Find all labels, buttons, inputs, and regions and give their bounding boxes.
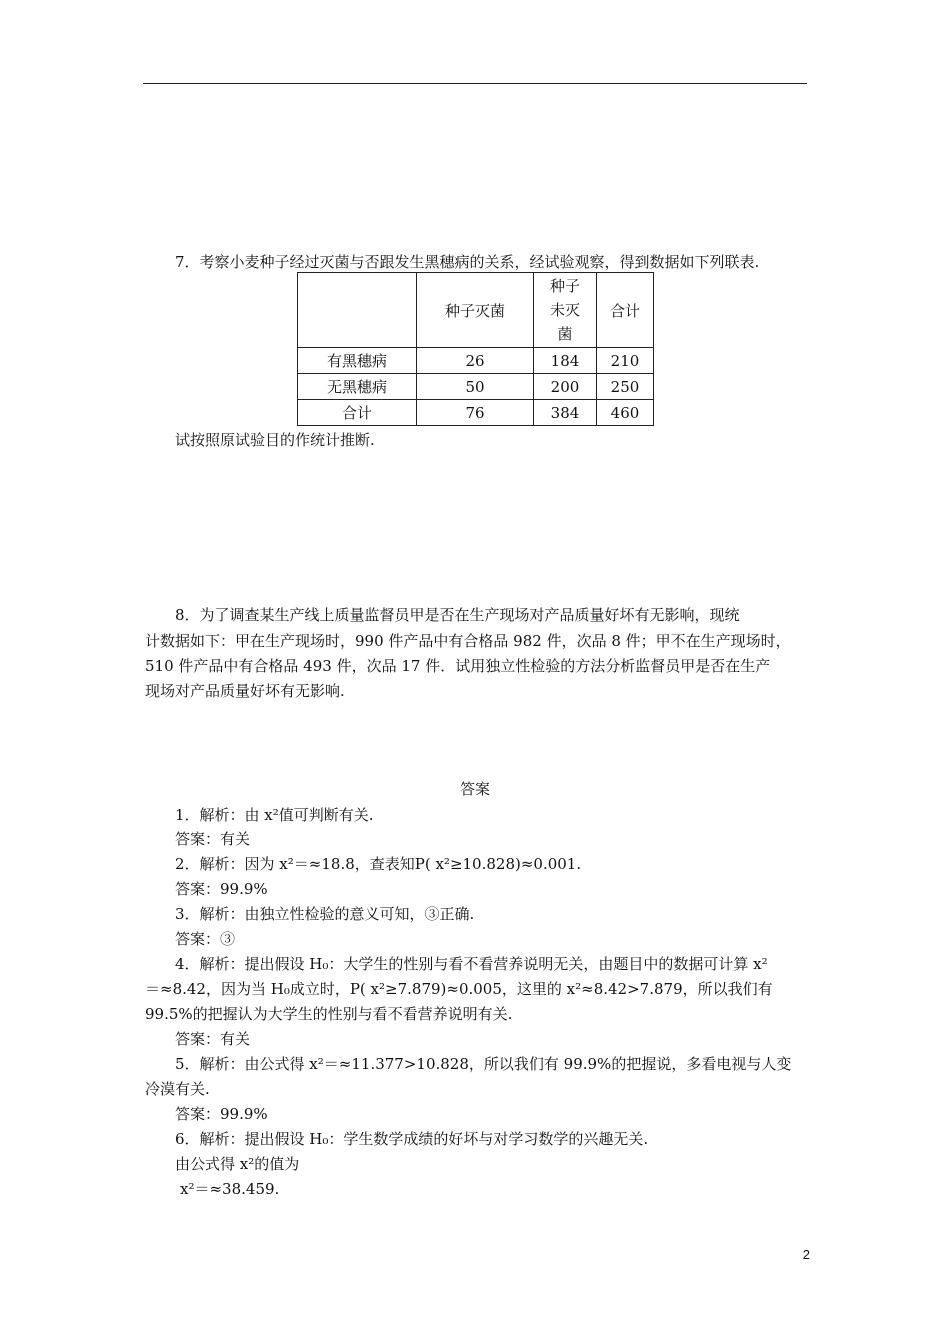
q8-line: 510 件产品中有合格品 493 件，次品 17 件．试用独立性检验的方法分析监督员甲是否在生产 [145, 657, 771, 675]
header-line: 菌 [557, 325, 573, 343]
table-header-cell [298, 273, 417, 348]
answer-6-line: x²＝≈38.459. [180, 1180, 280, 1198]
header-line: 种子 [549, 277, 580, 295]
table-cell: 184 [534, 348, 597, 374]
answer-1-result: 答案：有关 [175, 830, 251, 848]
answer-1: 1．解析：由 x²值可判断有关. [175, 806, 374, 824]
header-line: 未灭 [549, 301, 580, 319]
q8-line: 计数据如下：甲在生产现场时，990 件产品中有合格品 982 件，次品 8 件；甲不在生产现场时， [145, 632, 791, 650]
table-cell: 26 [417, 348, 534, 374]
answer-4-result: 答案：有关 [175, 1030, 251, 1048]
table-cell: 合计 [298, 400, 417, 426]
answer-4-line: 4．解析：提出假设 H₀：大学生的性别与看不看营养说明无关，由题目中的数据可计算 x² [175, 955, 768, 973]
q7-stem: 7．考察小麦种子经过灭菌与否跟发生黑穗病的关系，经试验观察，得到数据如下列联表. [175, 253, 760, 271]
table-header-cell [534, 273, 597, 348]
table-cell: 210 [597, 348, 654, 374]
answer-5-result: 答案：99.9% [175, 1105, 268, 1123]
answer-6-line: 由公式得 x²的值为 [175, 1155, 300, 1173]
q8-line: 8．为了调查某生产线上质量监督员甲是否在生产现场对产品质量好坏有无影响，现统 [175, 606, 740, 624]
page-number: 2 [802, 1247, 810, 1262]
table-cell: 50 [417, 374, 534, 400]
table-header-cell: 合计 [597, 273, 654, 348]
table-cell: 384 [534, 400, 597, 426]
table-cell: 250 [597, 374, 654, 400]
header-rule [143, 83, 807, 84]
contingency-table [297, 272, 654, 426]
answers-title: 答案 [459, 780, 490, 798]
table-cell: 460 [597, 400, 654, 426]
table-cell: 200 [534, 374, 597, 400]
answer-2-result: 答案：99.9% [175, 880, 268, 898]
table-header-row [298, 273, 654, 348]
table-row [298, 400, 654, 426]
answer-5-line: 冷漠有关. [145, 1080, 210, 1098]
answer-5-line: 5．解析：由公式得 x²＝≈11.377>10.828，所以我们有 99.9%的把握说，多看电视与人变 [175, 1055, 792, 1073]
table-row [298, 374, 654, 400]
answer-3: 3．解析：由独立性检验的意义可知，③正确. [175, 905, 475, 923]
table-cell: 76 [417, 400, 534, 426]
table-row [298, 348, 654, 374]
table-cell: 有黑穗病 [298, 348, 417, 374]
answer-4-line: ＝≈8.42，因为当 H₀成立时，P( x²≥7.879)≈0.005，这里的 x²≈8.42>7.879，所以我们有 [145, 980, 773, 998]
table-cell: 无黑穗病 [298, 374, 417, 400]
answer-4-line: 99.5%的把握认为大学生的性别与看不看营养说明有关. [145, 1005, 513, 1023]
answer-3-result: 答案：③ [175, 930, 236, 948]
answer-6-line: 6．解析：提出假设 H₀：学生数学成绩的好坏与对学习数学的兴趣无关. [175, 1130, 649, 1148]
answer-2: 2．解析：因为 x²＝≈18.8，查表知P( x²≥10.828)≈0.001. [175, 855, 582, 873]
table-header-cell: 种子灭菌 [417, 273, 534, 348]
q7-task: 试按照原试验目的作统计推断. [175, 431, 375, 449]
q8-line: 现场对产品质量好坏有无影响. [145, 682, 345, 700]
